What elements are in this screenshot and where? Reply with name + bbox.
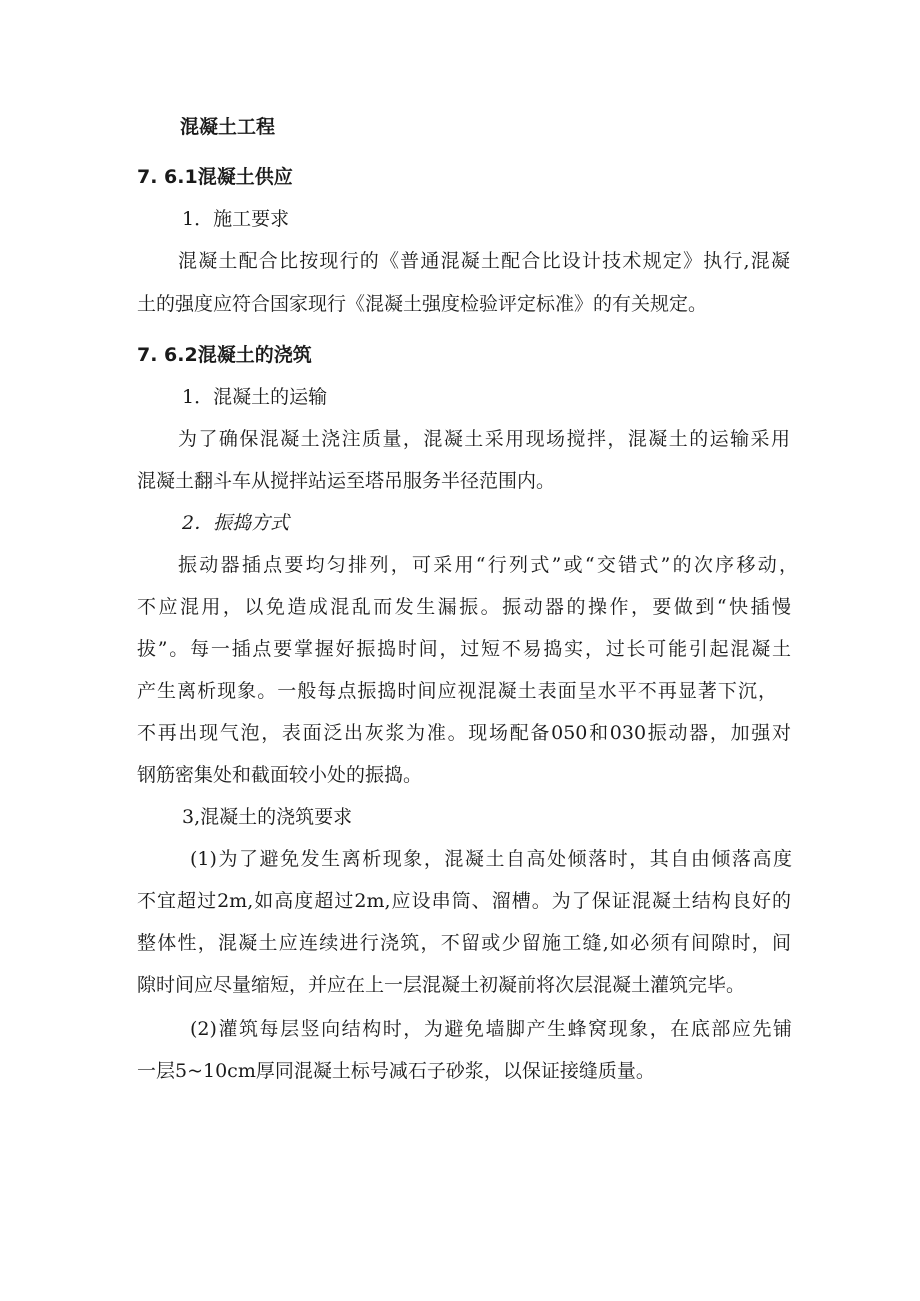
item-label-transport: 1．混凝土的运输: [182, 386, 328, 408]
section-heading-pouring: 7. 6.2混凝土的浇筑: [137, 344, 312, 366]
paragraph-line: 整体性，混凝土应连续进行浇筑，不留或少留施工缝,如必须有间隙时，间: [137, 932, 791, 954]
paragraph-line: 为了确保混凝土浇注质量，混凝土采用现场搅拌，混凝土的运输采用: [178, 428, 790, 450]
item-label-vibration: 2．振捣方式: [182, 512, 290, 534]
paragraph-line: 土的强度应符合国家现行《混凝土强度检验评定标准》的有关规定。: [137, 293, 708, 315]
item-label-construction-requirements: 1．施工要求: [182, 208, 290, 230]
paragraph-line: 拔”。每一插点要掌握好振捣时间，过短不易捣实，过长可能引起混凝土: [137, 638, 791, 660]
paragraph-line: (2)灌筑每层竖向结构时，为避免墙脚产生蜂窝现象，在底部应先铺: [190, 1018, 792, 1040]
paragraph-line: 隙时间应尽量缩短，并应在上一层混凝土初凝前将次层混凝土灌筑完毕。: [137, 974, 746, 996]
paragraph-line: 钢筋密集处和截面较小处的振捣。: [137, 764, 423, 786]
paragraph-line: 不应混用，以免造成混乱而发生漏振。振动器的操作，要做到“快插慢: [137, 596, 791, 618]
paragraph-line: 不宜超过2m,如高度超过2m,应设串筒、溜槽。为了保证混凝土结构良好的: [137, 890, 791, 912]
paragraph-line: 混凝土配合比按现行的《普通混凝土配合比设计技术规定》执行,混凝: [178, 250, 790, 272]
paragraph-line: (1)为了避免发生离析现象，混凝土自高处倾落时，其自由倾落高度: [190, 848, 792, 870]
paragraph-line: 振动器插点要均匀排列，可采用“行列式”或“交错式”的次序移动，: [178, 554, 798, 576]
document-title: 混凝土工程: [180, 116, 276, 138]
paragraph-line: 不再出现气泡，表面泛出灰浆为准。现场配备050和030振动器，加强对: [137, 722, 791, 744]
item-label-pouring-requirements: 3,混凝土的浇筑要求: [182, 806, 353, 828]
paragraph-line: 混凝土翻斗车从搅拌站运至塔吊服务半径范围内。: [137, 470, 556, 492]
paragraph-line: 产生离析现象。一般每点振捣时间应视混凝土表面呈水平不再显著下沉，: [137, 680, 777, 702]
section-heading-supply: 7. 6.1混凝土供应: [137, 166, 293, 188]
paragraph-line: 一层5~10cm厚同混凝土标号减石子砂浆，以保证接缝质量。: [137, 1060, 655, 1082]
